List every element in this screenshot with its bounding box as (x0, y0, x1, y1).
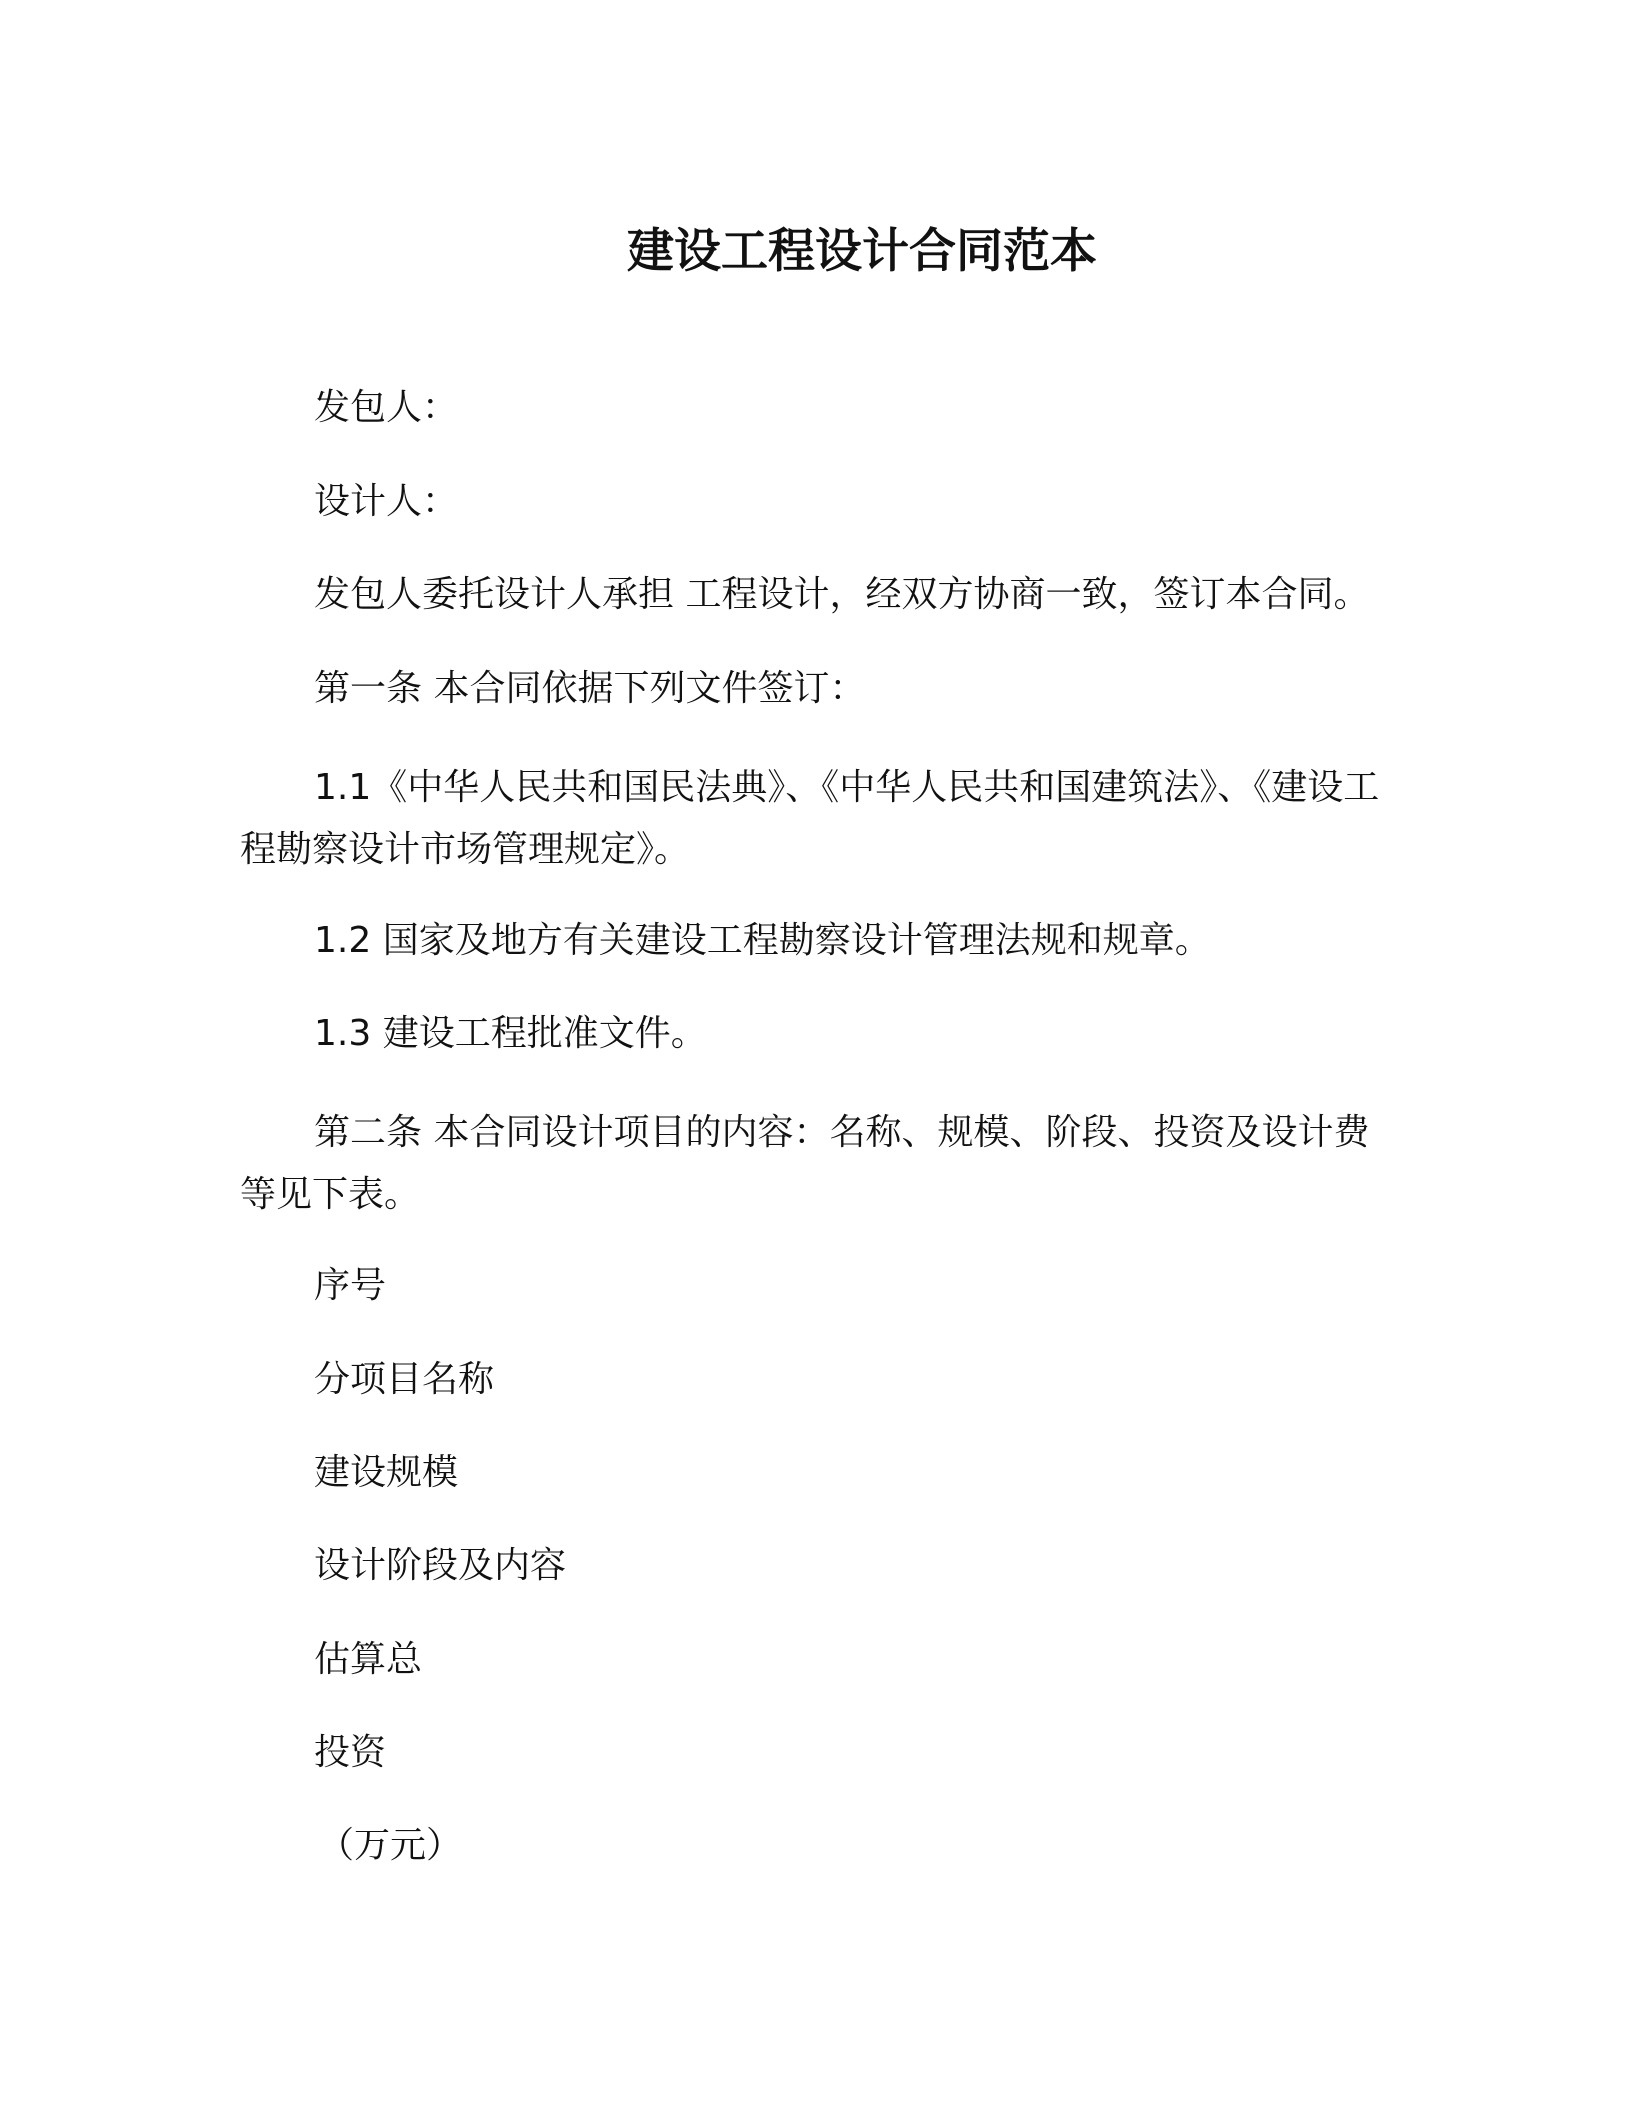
table-header-scale: 建设规模 (314, 1452, 459, 1493)
table-header-design-stage: 设计阶段及内容 (314, 1545, 567, 1586)
article-2-text: 第二条 本合同设计项目的内容：名称、规模、阶段、投资及设计费等见下表。 (240, 1112, 1370, 1215)
commission-statement: 发包人委托设计人承担 工程设计，经双方协商一致，签订本合同。 (314, 574, 1370, 615)
clause-1-2: 1.2 国家及地方有关建设工程勘察设计管理法规和规章。 (314, 920, 1211, 961)
table-header-investment: 投资 (314, 1732, 387, 1773)
table-header-unit: （万元） (318, 1825, 463, 1866)
party-a-label: 发包人： (314, 387, 459, 428)
clause-1-1 (240, 757, 1390, 881)
article-1-heading: 第一条 本合同依据下列文件签订： (314, 668, 866, 709)
clause-1-1-text: 1.1《中华人民共和国民法典》、《中华人民共和国建筑法》、《建设工程勘察设计市场管理规定》。 (240, 767, 1380, 870)
article-2 (240, 1102, 1390, 1226)
table-header-subitem-name: 分项目名称 (314, 1359, 495, 1400)
designer-label: 设计人： (314, 481, 459, 522)
table-header-estimate: 估算总 (314, 1639, 423, 1680)
table-header-index: 序号 (314, 1265, 387, 1306)
clause-1-3: 1.3 建设工程批准文件。 (314, 1013, 707, 1054)
document-title: 建设工程设计合同范本 (627, 224, 1097, 279)
